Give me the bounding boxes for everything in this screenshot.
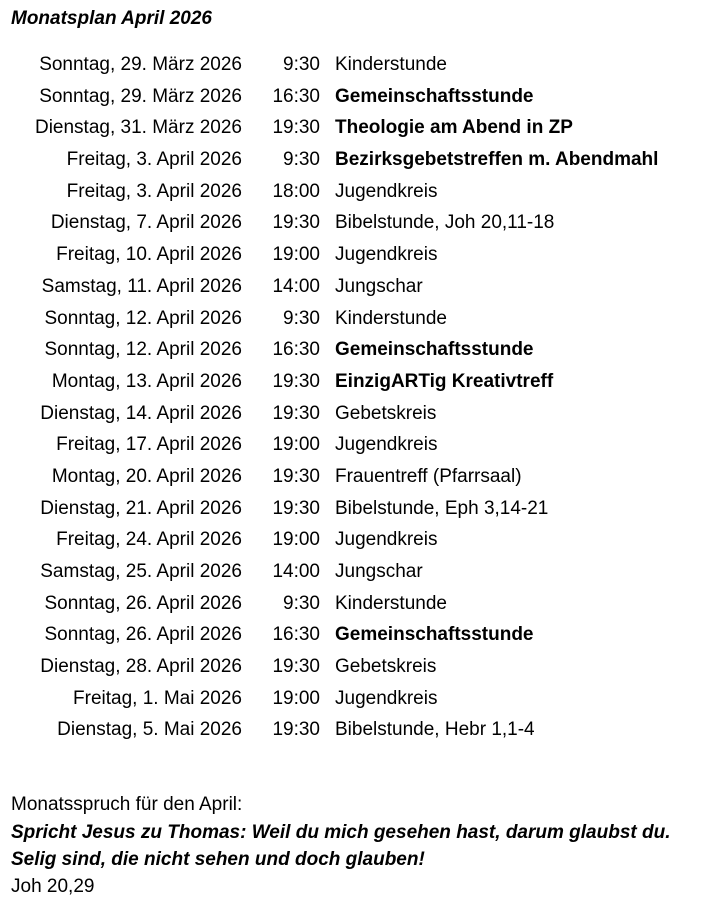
event-time: 9:30 xyxy=(283,54,320,75)
schedule-row xyxy=(0,115,725,147)
schedule-row xyxy=(0,401,725,433)
event-title: Jugendkreis xyxy=(335,687,438,709)
event-title: EinzigARTig Kreativtreff xyxy=(335,370,554,392)
schedule-row xyxy=(0,147,725,179)
schedule-row xyxy=(0,559,725,591)
event-time: 19:00 xyxy=(272,244,320,266)
event-date: Freitag, 3. April 2026 xyxy=(66,149,242,171)
event-title: Kinderstunde xyxy=(335,54,447,75)
event-title: Gebetskreis xyxy=(335,656,437,678)
event-time: 19:30 xyxy=(272,719,320,741)
event-time: 19:30 xyxy=(272,656,320,678)
schedule-row xyxy=(0,306,725,338)
schedule-row xyxy=(0,432,725,464)
schedule-row xyxy=(0,84,725,116)
schedule-row xyxy=(0,337,725,369)
event-time: 18:00 xyxy=(272,180,320,202)
event-title: Gemeinschaftsstunde xyxy=(335,624,534,646)
event-time: 19:30 xyxy=(272,402,320,424)
event-time: 19:00 xyxy=(272,687,320,709)
event-title: Jungschar xyxy=(335,561,423,582)
schedule-row xyxy=(0,242,725,274)
schedule-row xyxy=(0,369,725,401)
event-time: 16:30 xyxy=(272,624,320,646)
event-date: Sonntag, 26. April 2026 xyxy=(44,592,242,614)
event-title: Jungschar xyxy=(335,275,423,297)
event-title: Theologie am Abend in ZP xyxy=(335,117,573,139)
event-date: Sonntag, 29. März 2026 xyxy=(39,54,242,75)
schedule-row xyxy=(0,654,725,686)
event-date: Dienstag, 5. Mai 2026 xyxy=(57,719,242,741)
event-time: 19:30 xyxy=(272,370,320,392)
schedule-row xyxy=(0,210,725,242)
event-date: Samstag, 25. April 2026 xyxy=(40,561,242,582)
event-time: 9:30 xyxy=(283,592,320,614)
event-time: 16:30 xyxy=(272,85,320,107)
motto-reference: Joh 20,29 xyxy=(11,876,95,897)
schedule-row xyxy=(0,622,725,654)
event-title: Kinderstunde xyxy=(335,307,447,329)
schedule-row xyxy=(0,717,725,749)
event-time: 19:30 xyxy=(272,497,320,519)
event-time: 16:30 xyxy=(272,339,320,361)
schedule-row xyxy=(0,52,725,84)
event-time: 14:00 xyxy=(272,275,320,297)
event-title: Jugendkreis xyxy=(335,434,438,456)
schedule-row xyxy=(0,274,725,306)
event-date: Montag, 20. April 2026 xyxy=(51,465,242,487)
event-date: Sonntag, 12. April 2026 xyxy=(44,339,242,361)
schedule-list xyxy=(0,52,725,749)
event-title: Bibelstunde, Joh 20,11-18 xyxy=(335,212,555,234)
schedule-row xyxy=(0,591,725,623)
event-time: 19:00 xyxy=(272,434,320,456)
event-title: Frauentreff (Pfarrsaal) xyxy=(335,465,522,487)
schedule-row xyxy=(0,464,725,496)
event-date: Dienstag, 28. April 2026 xyxy=(40,656,242,678)
motto-label: Monatsspruch für den April: xyxy=(11,794,243,815)
event-title: Bezirksgebetstreffen m. Abendmahl xyxy=(335,149,659,171)
event-date: Freitag, 3. April 2026 xyxy=(66,180,242,202)
event-time: 9:30 xyxy=(283,149,320,171)
event-date: Sonntag, 29. März 2026 xyxy=(39,85,242,107)
event-title: Jugendkreis xyxy=(335,244,438,266)
event-title: Bibelstunde, Eph 3,14-21 xyxy=(335,497,549,519)
event-title: Gebetskreis xyxy=(335,402,437,424)
event-time: 19:30 xyxy=(272,117,320,139)
motto-quote-line: Selig sind, die nicht sehen und doch glauben! xyxy=(11,849,425,870)
schedule-row xyxy=(0,686,725,718)
event-title: Gemeinschaftsstunde xyxy=(335,339,534,361)
event-date: Samstag, 11. April 2026 xyxy=(41,275,242,297)
event-date: Dienstag, 7. April 2026 xyxy=(50,212,242,234)
event-date: Sonntag, 12. April 2026 xyxy=(44,307,242,329)
event-date: Dienstag, 21. April 2026 xyxy=(40,497,242,519)
event-time: 9:30 xyxy=(283,307,320,329)
event-title: Bibelstunde, Hebr 1,1-4 xyxy=(335,719,535,741)
event-date: Freitag, 24. April 2026 xyxy=(56,529,242,551)
event-title: Gemeinschaftsstunde xyxy=(335,85,534,107)
schedule-row xyxy=(0,527,725,559)
event-title: Kinderstunde xyxy=(335,592,447,614)
event-title: Jugendkreis xyxy=(335,180,438,202)
event-time: 19:30 xyxy=(272,212,320,234)
schedule-row xyxy=(0,496,725,528)
event-date: Sonntag, 26. April 2026 xyxy=(44,624,242,646)
motto-quote-line: Spricht Jesus zu Thomas: Weil du mich gesehen hast, darum glaubst du. xyxy=(11,822,671,843)
event-title: Jugendkreis xyxy=(335,529,438,551)
event-time: 19:00 xyxy=(272,529,320,551)
event-time: 14:00 xyxy=(272,561,320,582)
event-date: Freitag, 10. April 2026 xyxy=(56,244,242,266)
event-time: 19:30 xyxy=(272,465,320,487)
schedule-row xyxy=(0,179,725,211)
event-date: Montag, 13. April 2026 xyxy=(51,370,242,392)
event-date: Dienstag, 31. März 2026 xyxy=(34,117,242,139)
event-date: Dienstag, 14. April 2026 xyxy=(40,402,242,424)
event-date: Freitag, 17. April 2026 xyxy=(56,434,242,456)
event-date: Freitag, 1. Mai 2026 xyxy=(73,687,242,709)
page-title: Monatsplan April 2026 xyxy=(11,8,212,29)
